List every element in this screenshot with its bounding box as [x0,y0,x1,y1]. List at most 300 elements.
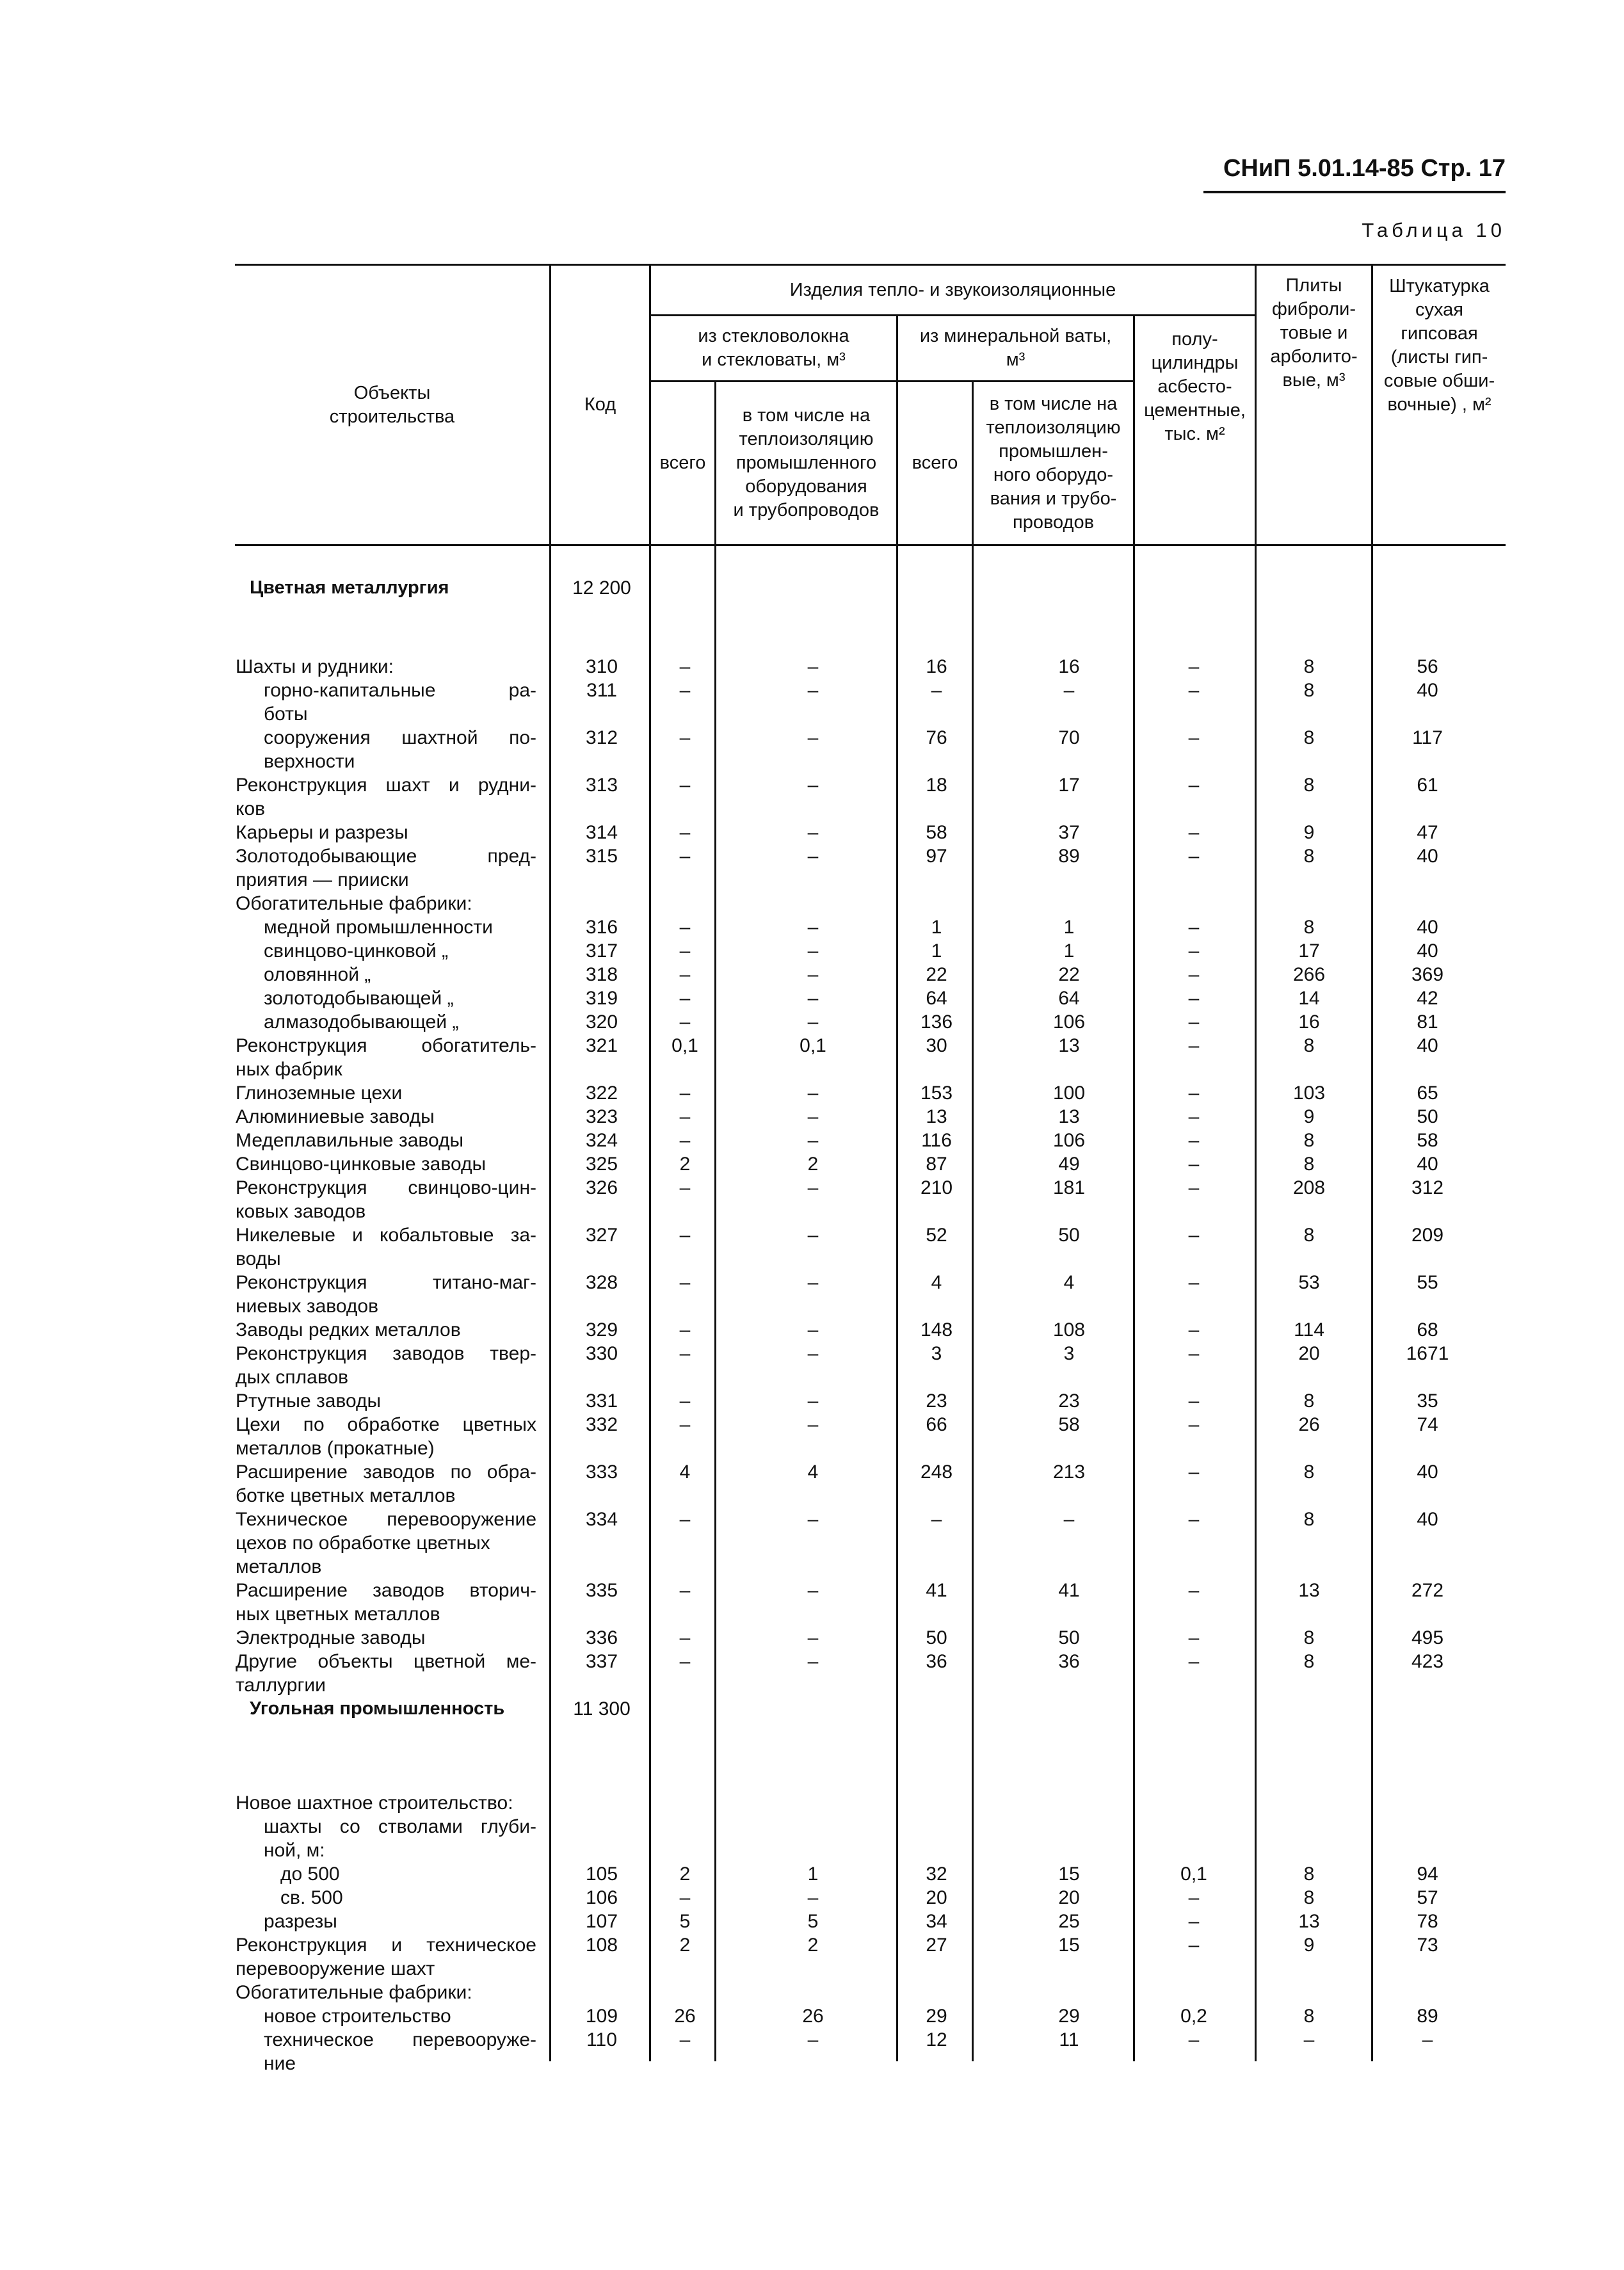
row-value: 26 [674,2006,696,2027]
row-value: – [931,680,942,701]
row-code: 317 [585,940,618,962]
row-label-line: Заводы редких металлов [236,1319,461,1340]
row-value: 20 [1298,1343,1320,1364]
row-value: – [679,1390,691,1412]
row-value: – [807,1651,819,1672]
row-label-line: Реконструкция свинцово-цин- [236,1177,536,1198]
row-value: 81 [1417,1011,1438,1033]
row-value: 20 [1058,1887,1080,1908]
row-value: 423 [1411,1651,1444,1672]
row-value: 40 [1417,1035,1438,1056]
row-code: 337 [585,1651,618,1672]
row-value: 50 [926,1627,947,1648]
row-value: – [1188,917,1200,938]
row-value: 153 [920,1083,953,1104]
row-value: 13 [1058,1035,1080,1056]
row-value: 56 [1417,656,1438,677]
row-value: 148 [920,1319,953,1340]
row-value: – [807,1887,819,1908]
row-value: – [807,1627,819,1648]
row-code: 328 [585,1272,618,1293]
row-value: – [1303,2029,1315,2050]
row-value: 3 [1063,1343,1075,1364]
row-label-line: Шахты и рудники: [236,656,394,677]
row-label-line: алмазодобывающей „ [264,1011,459,1033]
row-value: – [1188,1935,1200,1956]
row-label-line: до 500 [280,1863,340,1885]
row-value: 13 [1298,1911,1320,1932]
row-code: 334 [585,1509,618,1530]
row-value: 8 [1303,775,1315,796]
row-code: 336 [585,1627,618,1648]
row-value: 13 [926,1106,947,1127]
row-value: – [679,1177,691,1198]
row-label-line: цехов по обработке цветных [236,1533,490,1554]
row-value: 181 [1052,1177,1086,1198]
row-label-line: ных цветных металлов [236,1604,440,1625]
row-value: – [1188,1319,1200,1340]
row-value: – [807,656,819,677]
row-value: 114 [1294,1319,1324,1340]
row-value: – [1188,656,1200,677]
row-value: 108 [1052,1319,1086,1340]
row-value: 58 [1417,1130,1438,1151]
row-label-line: Другие объекты цветной ме- [236,1651,536,1672]
row-label-line: Обогатительные фабрики: [236,893,472,914]
row-value: 30 [926,1035,947,1056]
row-value: 312 [1411,1177,1444,1198]
row-label-line: боты [264,704,308,725]
row-value: – [679,988,691,1009]
row-value: 68 [1417,1319,1438,1340]
row-value: 32 [926,1863,947,1885]
row-label-line: приятия — прииски [236,869,409,890]
row-label-line: верхности [264,751,355,772]
row-value: 5 [679,1911,691,1932]
row-value: 9 [1303,1935,1315,1956]
row-label-line: оловянной „ [264,964,371,985]
row-label-line: перевооружение шахт [236,1958,435,1979]
row-value: 8 [1303,1509,1315,1530]
row-value: – [807,1130,819,1151]
row-value: 8 [1303,1461,1315,1483]
row-value: 4 [931,1272,942,1293]
row-value: – [807,1177,819,1198]
header-mineral-wool-text: из минеральной ваты, м³ [919,326,1112,370]
row-value: 58 [926,822,947,843]
row-value: 26 [802,2006,824,2027]
row-label-line: Реконструкция и техническое [236,1935,536,1956]
row-label-line: ной, м: [264,1840,325,1861]
row-value: – [807,988,819,1009]
row-value: 117 [1412,727,1443,748]
header-objects: Объекты строительства [329,382,455,427]
row-label-line: ков [236,798,266,819]
row-code: 326 [585,1177,618,1198]
row-value: – [679,1106,691,1127]
row-value: 1 [807,1863,819,1885]
row-label-line: ных фабрик [236,1059,342,1080]
header-insulation-group: Изделия тепло- и звукоизоляционные [789,279,1116,300]
row-label-line: разрезы [264,1911,337,1932]
row-value: – [1188,1177,1200,1198]
row-value: 13 [1058,1106,1080,1127]
row-value: – [807,1011,819,1033]
row-value: – [1188,1627,1200,1648]
row-code: 330 [585,1343,618,1364]
row-label-line: сооружения шахтной по- [264,727,536,748]
row-value: 40 [1417,1461,1438,1483]
row-value: – [1188,1035,1200,1056]
row-value: 208 [1292,1177,1326,1198]
row-value: 213 [1052,1461,1086,1483]
row-label-line: Реконструкция титано-маг- [236,1272,536,1293]
row-value: 89 [1417,2006,1438,2027]
row-value: 0,1 [1180,1863,1207,1885]
row-value: 17 [1058,775,1080,796]
row-value: 22 [1058,964,1080,985]
row-value: – [807,1390,819,1412]
header-mineral-industrial: в том числе на теплоизоляцию промышлен- ного оборудо- вания и трубо- проводов [986,393,1121,533]
row-value: – [807,680,819,701]
row-value: – [679,917,691,938]
row-value: – [679,964,691,985]
row-value: – [807,940,819,962]
row-value: 16 [926,656,947,677]
row-value: 66 [926,1414,947,1435]
row-value: – [931,1509,942,1530]
row-value: 57 [1417,1887,1438,1908]
row-value: – [807,1580,819,1601]
row-value: – [1063,1509,1075,1530]
row-value: 15 [1058,1935,1080,1956]
row-value: 36 [1058,1651,1080,1672]
row-value: – [1188,1911,1200,1932]
row-value: 16 [1058,656,1080,677]
row-value: 8 [1303,1154,1315,1175]
row-label-line: металлов [236,1556,322,1577]
row-value: – [679,1130,691,1151]
row-value: – [807,917,819,938]
row-value: 50 [1058,1225,1080,1246]
row-value: 26 [1298,1414,1320,1435]
row-value: 40 [1417,680,1438,701]
row-value: 55 [1417,1272,1438,1293]
row-value: 78 [1417,1911,1438,1932]
header-half-cylinders: полу- цилиндры асбесто- цементные, тыс. м² [1144,328,1246,444]
row-value: 73 [1417,1935,1438,1956]
row-value: – [1188,1011,1200,1033]
row-value: – [679,822,691,843]
row-code: 12 200 [572,577,631,599]
row-value: – [1188,680,1200,701]
row-code: 329 [585,1319,618,1340]
header-fibrolite: Плиты фиброли- товые и арболито- вые, м³ [1270,275,1358,390]
row-code: 313 [585,775,618,796]
row-label-line: Реконструкция шахт и рудни- [236,775,536,796]
row-value: 47 [1417,822,1438,843]
row-value: 8 [1303,1225,1315,1246]
row-value: 29 [926,2006,947,2027]
row-value: 1671 [1406,1343,1449,1364]
row-value: – [807,727,819,748]
row-value: 50 [1417,1106,1438,1127]
row-value: 248 [920,1461,953,1483]
row-code: 323 [585,1106,618,1127]
row-value: 2 [807,1935,819,1956]
row-value: 52 [926,1225,947,1246]
row-value: 266 [1292,964,1326,985]
row-value: 11 [1059,2029,1079,2050]
row-value: 70 [1058,727,1080,748]
row-value: 13 [1298,1580,1320,1601]
row-value: 100 [1052,1083,1086,1104]
row-value: – [807,1225,819,1246]
row-value: 42 [1417,988,1438,1009]
row-value: 17 [1298,940,1320,962]
row-value: 4 [679,1461,691,1483]
row-label-line: ковых заводов [236,1201,366,1222]
row-label-line: золотодобывающей „ [264,988,454,1009]
row-value: 8 [1303,1651,1315,1672]
row-label-line: техническое перевооруже- [264,2029,536,2050]
row-value: 40 [1417,1509,1438,1530]
row-value: 37 [1058,822,1080,843]
table-caption: Таблица 10 [1362,219,1506,241]
row-value: – [679,940,691,962]
row-value: 106 [1052,1011,1086,1033]
row-label-line: Алюминиевые заводы [236,1106,435,1127]
row-value: 50 [1058,1627,1080,1648]
row-value: – [1188,2029,1200,2050]
row-code: 106 [585,1887,618,1908]
row-value: 5 [807,1911,819,1932]
row-value: 2 [679,1154,691,1175]
row-code: 314 [585,822,618,843]
row-value: – [1188,1130,1200,1151]
row-value: 34 [926,1911,947,1932]
row-value: 64 [1058,988,1080,1009]
row-label-line: ние [264,2053,296,2074]
row-label-line: Цехи по обработке цветных [236,1414,536,1435]
row-code: 332 [585,1414,618,1435]
row-value: – [1188,1390,1200,1412]
row-value: – [1188,1414,1200,1435]
section-title: Цветная металлургия [250,577,449,598]
row-label-line: Золотодобывающие пред- [236,846,536,867]
row-value: 40 [1417,917,1438,938]
row-value: 8 [1303,727,1315,748]
row-value: – [1188,1106,1200,1127]
row-value: 4 [1063,1272,1075,1293]
row-label-line: новое строительство [264,2006,451,2027]
row-value: – [1188,940,1200,962]
row-label-line: Реконструкция заводов твер- [236,1343,536,1364]
row-value: 40 [1417,846,1438,867]
row-value: – [1063,680,1075,701]
row-value: 8 [1303,1627,1315,1648]
row-label-line: Расширение заводов по обра- [236,1461,536,1483]
row-value: 89 [1058,846,1080,867]
row-value: 14 [1298,988,1320,1009]
row-value: – [1188,1509,1200,1530]
row-value: 15 [1058,1863,1080,1885]
row-value: 20 [926,1887,947,1908]
row-value: 8 [1303,846,1315,867]
row-value: 1 [1063,917,1075,938]
row-code: 333 [585,1461,618,1483]
row-value: 106 [1052,1130,1086,1151]
row-value: 2 [807,1154,819,1175]
row-code: 11 300 [573,1698,631,1719]
row-value: – [807,1106,819,1127]
header-glass-wool-text: из стекловолокна и стекловаты, м³ [698,326,849,370]
row-value: – [679,775,691,796]
row-value: – [807,2029,819,2050]
row-label-line: Ртутные заводы [236,1390,382,1412]
page-header: СНиП 5.01.14-85 Стр. 17 [1203,152,1506,193]
row-value: 9 [1303,1106,1315,1127]
row-value: – [807,1343,819,1364]
row-code: 311 [586,680,617,701]
row-value: 210 [920,1177,953,1198]
row-value: 40 [1417,940,1438,962]
row-value: 369 [1411,964,1444,985]
row-label-line: дых сплавов [236,1367,349,1388]
row-value: 272 [1411,1580,1444,1601]
row-value: 8 [1303,1130,1315,1151]
row-value: – [1188,1651,1200,1672]
row-value: – [679,1651,691,1672]
row-value: 8 [1303,656,1315,677]
header-plaster: Штукатурка сухая гипсовая (листы гип- совые обши- вочные) , м² [1383,276,1495,415]
row-value: 74 [1417,1414,1438,1435]
row-value: 16 [1298,1011,1320,1033]
row-value: – [1188,727,1200,748]
row-value: 23 [926,1390,947,1412]
row-code: 320 [585,1011,618,1033]
row-code: 312 [585,727,618,748]
row-label-line: ботке цветных металлов [236,1485,456,1506]
row-value: 49 [1058,1154,1080,1175]
row-value: 87 [926,1154,947,1175]
row-value: 36 [926,1651,947,1672]
row-value: – [807,846,819,867]
row-code: 108 [585,1935,618,1956]
row-value: – [1188,988,1200,1009]
row-value: – [679,1509,691,1530]
row-label-line: Медеплавильные заводы [236,1130,464,1151]
row-value: 0,2 [1180,2006,1207,2027]
row-code: 335 [585,1580,618,1601]
row-label-line: воды [236,1248,281,1269]
row-value: 58 [1058,1414,1080,1435]
row-label-line: Электродные заводы [236,1627,426,1648]
row-value: 40 [1417,1154,1438,1175]
row-label-line: медной промышленности [264,917,493,938]
row-value: – [679,1011,691,1033]
row-value: – [679,1272,691,1293]
row-value: 41 [1058,1580,1080,1601]
row-value: – [807,775,819,796]
row-code: 331 [585,1390,618,1412]
row-value: – [679,2029,691,2050]
row-value: 41 [926,1580,947,1601]
row-label-line: Глиноземные цехи [236,1083,403,1104]
row-value: – [679,1627,691,1648]
row-code: 109 [585,2006,618,2027]
row-value: 8 [1303,680,1315,701]
row-value: 8 [1303,1035,1315,1056]
row-value: 1 [1063,940,1075,962]
row-code: 319 [585,988,618,1009]
row-value: – [679,1083,691,1104]
row-label-line: Свинцово-цинковые заводы [236,1154,486,1175]
row-code: 318 [585,964,618,985]
section-title: Угольная промышленность [250,1698,505,1719]
header-code: Код [584,394,616,415]
header-glass-total: всего [659,453,706,473]
row-label-line: металлов (прокатные) [236,1438,435,1459]
row-value: 64 [926,988,947,1009]
header-mineral-total: всего [912,453,958,473]
header-glass-industrial: в том числе на теплоизоляцию промышленного оборудования и трубопроводов [733,405,880,520]
row-value: – [807,1272,819,1293]
row-value: 97 [926,846,947,867]
row-value: 61 [1417,775,1438,796]
row-code: 105 [585,1863,618,1885]
row-value: – [1188,1580,1200,1601]
row-value: – [1422,2029,1433,2050]
row-value: 18 [926,775,947,796]
row-value: – [807,1414,819,1435]
row-value: 3 [931,1343,942,1364]
row-value: – [1188,775,1200,796]
row-value: – [807,1509,819,1530]
row-value: 2 [679,1935,691,1956]
row-code: 315 [585,846,618,867]
row-code: 107 [585,1911,618,1932]
row-value: – [807,1319,819,1340]
row-code: 110 [586,2029,617,2050]
row-value: – [679,1580,691,1601]
row-value: 103 [1292,1083,1326,1104]
row-value: 0,1 [800,1035,826,1056]
row-value: – [1188,1461,1200,1483]
row-value: 22 [926,964,947,985]
row-value: – [807,822,819,843]
row-value: 9 [1303,822,1315,843]
row-value: – [1188,1343,1200,1364]
row-value: – [1188,1083,1200,1104]
row-value: 4 [807,1461,819,1483]
row-value: 116 [921,1130,952,1151]
row-value: 495 [1411,1627,1444,1648]
row-value: – [679,656,691,677]
row-value: – [679,846,691,867]
row-code: 322 [585,1083,618,1104]
row-value: – [679,680,691,701]
row-value: – [807,1083,819,1104]
row-value: – [1188,846,1200,867]
row-value: 0,1 [671,1035,698,1056]
row-label-line: таллургии [236,1675,326,1696]
row-value: – [1188,1154,1200,1175]
row-value: 76 [926,727,947,748]
row-value: 65 [1417,1083,1438,1104]
row-label-line: Расширение заводов вторич- [236,1580,536,1601]
row-value: 8 [1303,2006,1315,2027]
